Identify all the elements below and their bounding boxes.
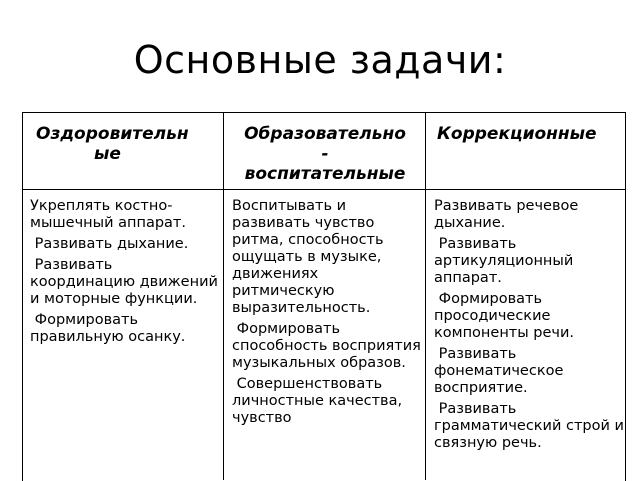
task-item: Воспитывать и развивать чувство ритма, способность ощущать в музыке, движениях ритмическую выразительность. bbox=[232, 198, 384, 316]
header-education-line1: Образовательно bbox=[244, 124, 406, 144]
header-divider bbox=[22, 189, 625, 190]
task-item: Развивать грамматический строй и связную речь. bbox=[434, 401, 629, 451]
header-education bbox=[226, 124, 424, 184]
header-health-line2: ые bbox=[94, 144, 121, 164]
task-item: Развивать дыхание. bbox=[30, 236, 189, 252]
task-item: Развивать речевое дыхание. bbox=[434, 198, 579, 231]
correction-tasks-cell bbox=[434, 198, 629, 456]
header-correction bbox=[437, 124, 623, 144]
task-item: Развивать фонематическое восприятие. bbox=[434, 346, 568, 396]
header-health-line1: Оздоровительн bbox=[36, 124, 189, 144]
header-education-line3: воспитательные bbox=[244, 164, 406, 184]
education-tasks-cell bbox=[232, 198, 426, 431]
task-item: Укреплять костно-мышечный аппарат. bbox=[30, 198, 186, 231]
header-education-line2: - bbox=[321, 144, 329, 164]
column-divider bbox=[425, 112, 426, 480]
header-correction-text: Коррекционные bbox=[437, 124, 597, 144]
task-item: Формировать способность восприятия музыкальных образов. bbox=[232, 321, 426, 371]
task-item: Развивать артикуляционный аппарат. bbox=[434, 236, 578, 286]
health-tasks-cell bbox=[30, 198, 223, 350]
task-item: Совершенствовать личностные качества, чувство bbox=[232, 376, 407, 426]
column-divider bbox=[223, 112, 224, 480]
page-title: Основные задачи: bbox=[133, 38, 507, 82]
task-item: Развивать координацию движений и моторные функции. bbox=[30, 257, 223, 307]
header-health bbox=[36, 124, 222, 164]
task-item: Формировать правильную осанку. bbox=[30, 312, 186, 345]
task-item: Формировать просодические компоненты речи. bbox=[434, 291, 575, 341]
